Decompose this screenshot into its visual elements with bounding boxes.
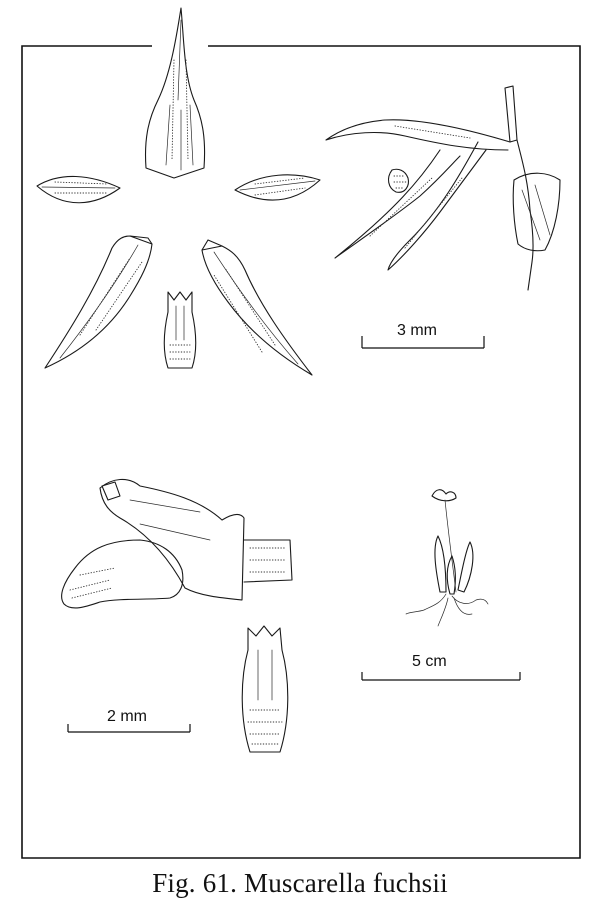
scale-bar-5cm (362, 672, 520, 680)
scale-label-5cm: 5 cm (412, 653, 447, 670)
flower-side-view (326, 86, 560, 290)
petal-left (37, 176, 120, 202)
figure-caption: Fig. 61. Muscarella fuchsii (152, 868, 448, 898)
lip (164, 292, 196, 368)
plate-frame (22, 46, 580, 858)
lateral-sepal-right (202, 240, 312, 375)
lateral-sepal-left (45, 236, 152, 368)
scale-label-2mm: 2 mm (107, 708, 147, 725)
petal-right (235, 175, 320, 200)
plant-habit (406, 490, 488, 626)
lip-front-view (242, 626, 288, 752)
column-lip-side-view (62, 479, 292, 608)
dorsal-sepal (146, 8, 205, 178)
scale-label-3mm: 3 mm (397, 322, 437, 339)
